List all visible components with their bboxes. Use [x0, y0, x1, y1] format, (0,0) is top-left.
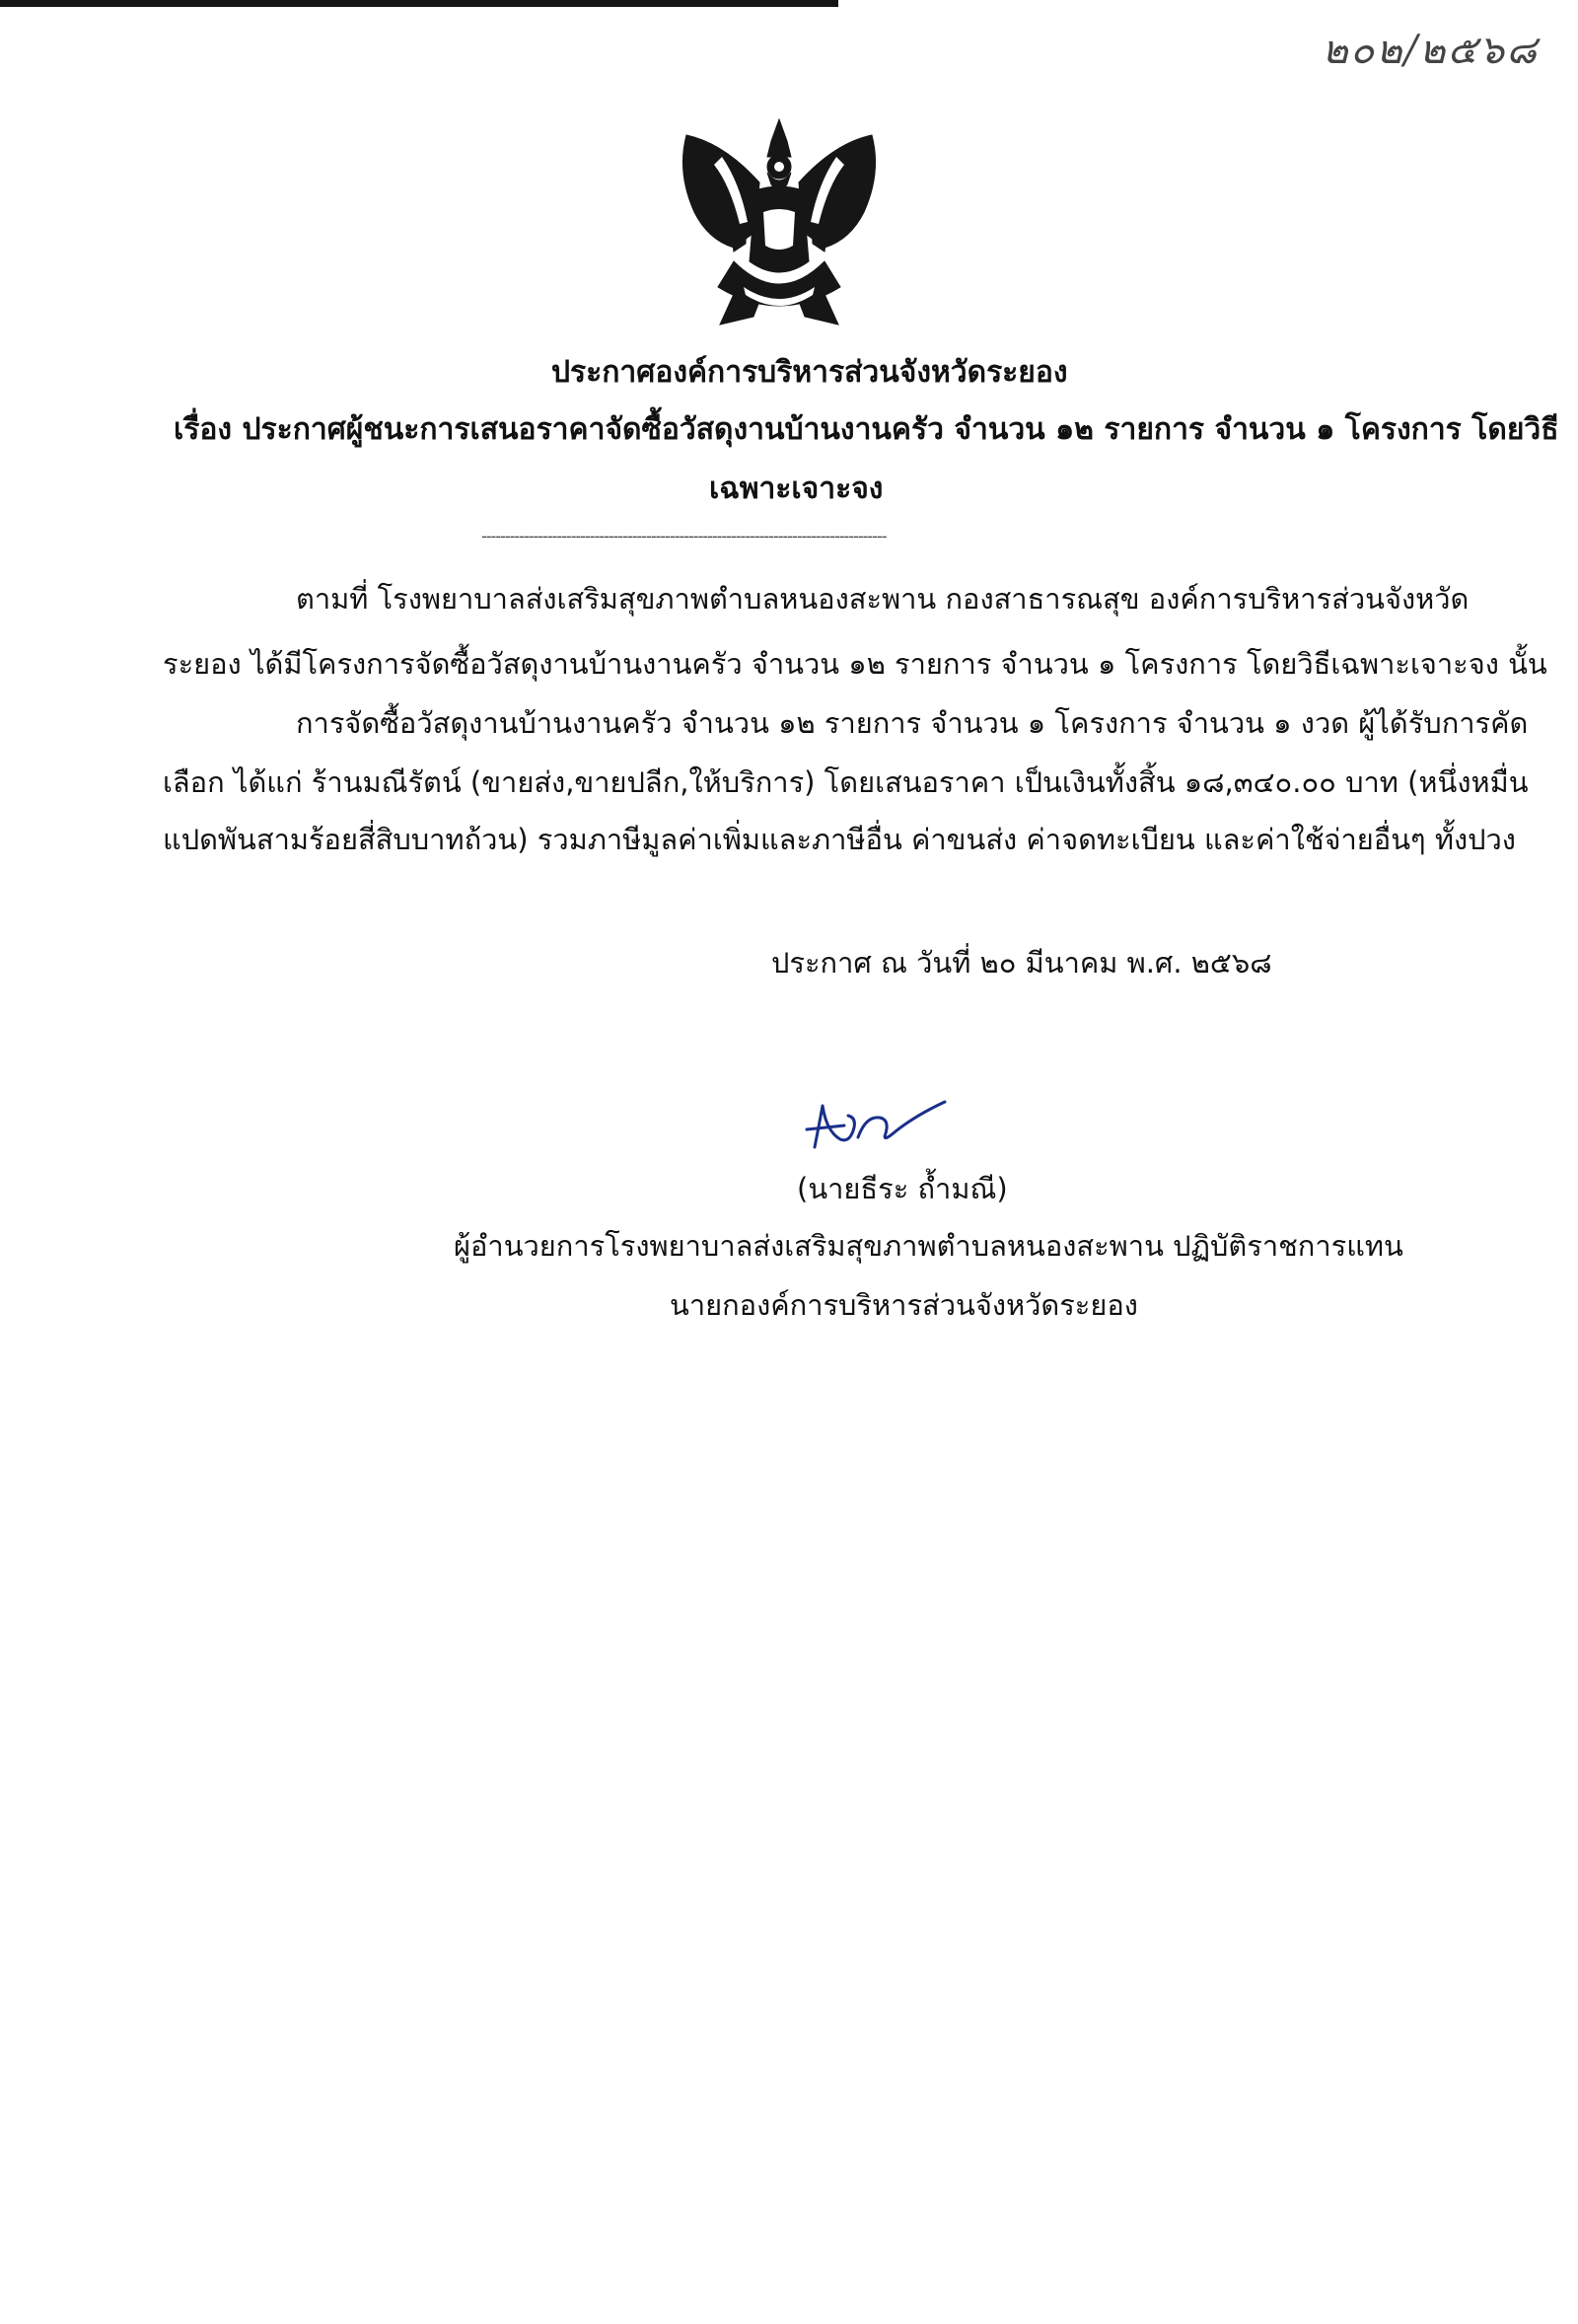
- paragraph-1-line-2: ระยอง ได้มีโครงการจัดซื้อวัสดุงานบ้านงานครัว จำนวน ๑๒ รายการ จำนวน ๑ โครงการ โดยวิธีเฉพาะเจาะจง นั้น: [163, 647, 1547, 681]
- signatory-position-line-1: ผู้อำนวยการโรงพยาบาลส่งเสริมสุขภาพตำบลหนองสะพาน ปฏิบัติราชการแทน: [454, 1229, 1403, 1263]
- paragraph-2-line-2: เลือก ได้แก่ ร้านมณีรัตน์ (ขายส่ง,ขายปลีก,ให้บริการ) โดยเสนอราคา เป็นเงินทั้งสิ้น ๑๘,๓๔๐.๐๐ บาท (หนึ่งหมื่น: [163, 765, 1529, 799]
- handwritten-reference-number: ๒๐๒/๒๕๖๘: [1322, 28, 1539, 73]
- announcement-date: ประกาศ ณ วันที่ ๒๐ มีนาคม พ.ศ. ๒๕๖๘: [771, 946, 1272, 980]
- signatory-position-line-2: นายกองค์การบริหารส่วนจังหวัดระยอง: [670, 1288, 1138, 1322]
- paragraph-2-line-1: การจัดซื้อวัสดุงานบ้านงานครัว จำนวน ๑๒ รายการ จำนวน ๑ โครงการ จำนวน ๑ งวด ผู้ได้รับการคัด: [296, 706, 1529, 740]
- signatory-name: (นายธีระ ถ้ำมณี): [797, 1172, 1008, 1205]
- subject-line-1: เรื่อง ประกาศผู้ชนะการเสนอราคาจัดซื้อวัสดุงานบ้านงานครัว จำนวน ๑๒ รายการ จำนวน ๑ โครงการ โดยวิธี: [174, 412, 1559, 447]
- authority-title: ประกาศองค์การบริหารส่วนจังหวัดระยอง: [551, 355, 1068, 390]
- handwritten-signature-icon: [797, 1088, 955, 1157]
- top-edge-rule: [0, 0, 838, 7]
- paragraph-1-line-1: ตามที่ โรงพยาบาลส่งเสริมสุขภาพตำบลหนองสะพาน กองสาธารณสุข องค์การบริหารส่วนจังหวัด: [296, 582, 1470, 616]
- paragraph-2-line-3: แปดพันสามร้อยสี่สิบบาทถ้วน) รวมภาษีมูลค่าเพิ่มและภาษีอื่น ค่าขนส่ง ค่าจดทะเบียน และค่าใช้จ่ายอื่นๆ ทั้งปวง: [163, 823, 1516, 856]
- subject-line-2: เฉพาะเจาะจง: [709, 472, 884, 506]
- header-separator: --------------------------------------------------------------------------------------: [481, 527, 887, 545]
- garuda-emblem-icon: [665, 113, 894, 342]
